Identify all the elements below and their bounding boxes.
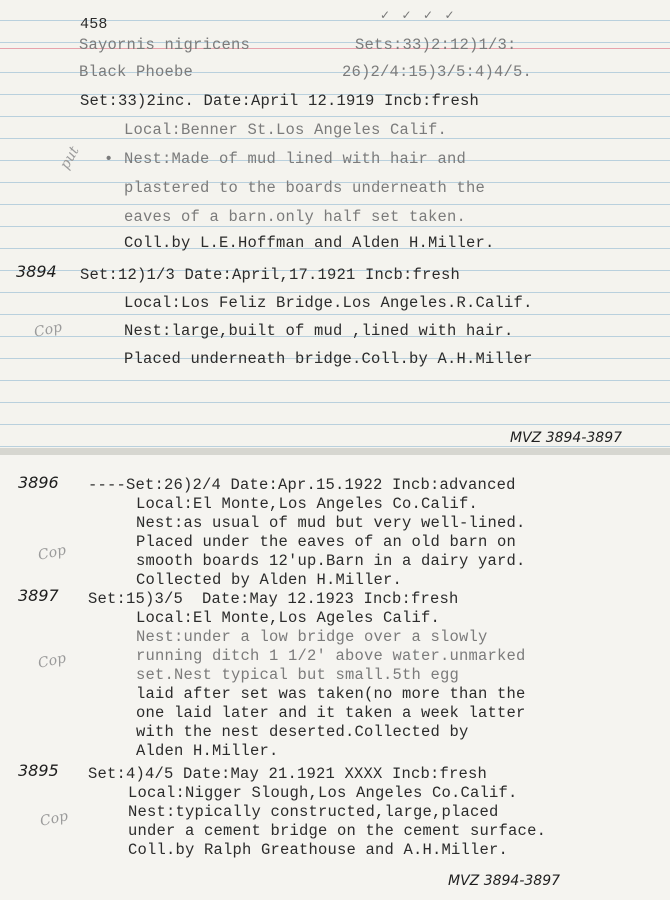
sets-summary-1: Sets:33)2:12)1/3:	[355, 36, 517, 54]
margin-note-put: put	[56, 143, 83, 173]
margin-note-cop-2: Cop	[36, 650, 68, 672]
margin-note-cop: Cop	[32, 319, 64, 341]
record1-line-3: Nest:Made of mud lined with hair and	[124, 150, 467, 168]
record2-line-1: Set:12)1/3 Date:April,17.1921 Incb:fresh	[80, 266, 461, 284]
record1-line-5: eaves of a barn.only half set taken.	[124, 208, 467, 226]
entry2-number: 3897	[18, 586, 59, 605]
entry2-line-1: Set:15)3/5 Date:May 12.1923 Incb:fresh	[88, 590, 459, 608]
specimen-card-top	[0, 0, 670, 448]
record2-line-4: Placed underneath bridge.Coll.by A.H.Miller	[124, 350, 533, 368]
entry2-line-2: Local:El Monte,Los Ageles Calif.	[136, 609, 441, 627]
record1-line-6: Coll.by L.E.Hoffman and Alden H.Miller.	[124, 234, 495, 252]
card-number: 458	[80, 16, 108, 33]
common-name: Black Phoebe	[79, 63, 194, 81]
catalog-range-bottom: MVZ 3894-3897	[448, 873, 561, 889]
entry3-number: 3895	[18, 761, 59, 780]
record1-line-1: Set:33)2inc. Date:April 12.1919 Incb:fresh	[80, 92, 480, 110]
entry1-line-5: smooth boards 12'up.Barn in a dairy yard.	[136, 552, 526, 570]
record2-line-2: Local:Los Feliz Bridge.Los Angeles.R.Calif.	[124, 294, 533, 312]
margin-note-cop-1: Cop	[36, 542, 68, 564]
entry3-line-2: Local:Nigger Slough,Los Angeles Co.Calif.	[128, 784, 518, 802]
record2-line-3: Nest:large,built of mud ,lined with hair.	[124, 322, 514, 340]
entry3-line-5: Coll.by Ralph Greathouse and A.H.Miller.	[128, 841, 509, 859]
entry2-line-5: set.Nest typical but small.5th egg	[136, 666, 460, 684]
entry3-line-4: under a cement bridge on the cement surface.	[128, 822, 547, 840]
entry2-line-6: laid after set was taken(no more than the	[136, 685, 526, 703]
entry1-number: 3896	[18, 473, 59, 492]
entry1-line-1: ----Set:26)2/4 Date:Apr.15.1922 Incb:advanced	[88, 476, 516, 494]
entry2-line-7: one laid later and it taken a week latter	[136, 704, 526, 722]
card-divider	[0, 448, 670, 455]
entry2-line-3: Nest:under a low bridge over a slowly	[136, 628, 488, 646]
entry1-line-2: Local:El Monte,Los Angeles Co.Calif.	[136, 495, 479, 513]
bullet: •	[104, 150, 114, 168]
specimen-card-bottom	[0, 455, 670, 900]
margin-note-cop-3: Cop	[38, 808, 70, 830]
catalog-range-top: MVZ 3894-3897	[510, 430, 623, 446]
entry1-line-3: Nest:as usual of mud but very well-lined.	[136, 514, 526, 532]
sets-summary-2: 26)2/4:15)3/5:4)4/5.	[342, 63, 533, 81]
entry3-line-1: Set:4)4/5 Date:May 21.1921 XXXX Incb:fresh	[88, 765, 488, 783]
entry2-line-9: Alden H.Miller.	[136, 742, 279, 760]
species-name: Sayornis nigricens	[79, 36, 251, 54]
entry2-line-4: running ditch 1 1/2' above water.unmarked	[136, 647, 526, 665]
entry1-line-4: Placed under the eaves of an old barn on	[136, 533, 517, 551]
record1-line-2: Local:Benner St.Los Angeles Calif.	[124, 121, 448, 139]
entry2-line-8: with the nest deserted.Collected by	[136, 723, 469, 741]
check-marks: ✓ ✓ ✓ ✓	[380, 8, 455, 22]
record1-line-4: plastered to the boards underneath the	[124, 179, 486, 197]
entry1-line-6: Collected by Alden H.Miller.	[136, 571, 403, 589]
entry3-line-3: Nest:typically constructed,large,placed	[128, 803, 499, 821]
record2-number: 3894	[16, 262, 57, 281]
